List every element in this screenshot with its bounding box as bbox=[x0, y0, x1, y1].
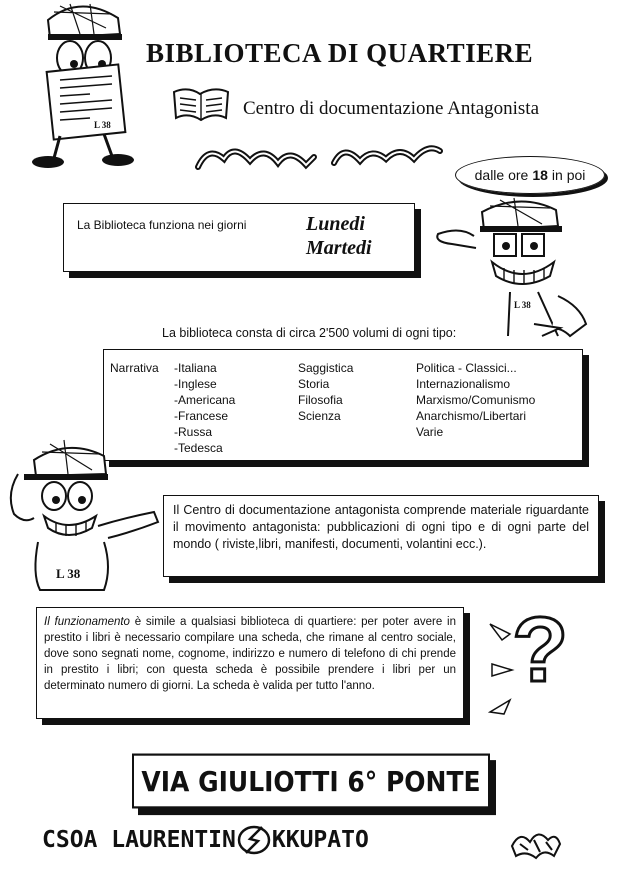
page-subtitle: Centro di documentazione Antagonista bbox=[243, 98, 540, 119]
saggistica-list bbox=[298, 360, 353, 424]
functioning-box bbox=[36, 607, 464, 719]
cartoon-pointing-character-icon bbox=[430, 196, 590, 344]
pointing-badge: L 38 bbox=[514, 300, 531, 310]
narrativa-list bbox=[174, 360, 235, 456]
list-item: -Francese bbox=[174, 409, 229, 423]
list-item: Varie bbox=[416, 425, 444, 439]
schedule-box bbox=[63, 203, 415, 272]
narrativa-label: Narrativa bbox=[110, 361, 159, 375]
functioning-text: è simile a qualsiasi biblioteca di quartiere: per poter avere in prestito i libri è necessario compilare una scheda, che rimane al centro sociale, dove sono segnati nome, cognome, indirizzo e numero di telefono di chi prende in prestito i libri; con questa scheda è possibile prendere i libri per un determinato numero di giorni. La scheda è valida per tutto l'anno. bbox=[44, 616, 457, 692]
list-item: Anarchismo/Libertari bbox=[416, 409, 527, 423]
opening-hours-badge bbox=[455, 156, 605, 194]
cartoon-waving-character-icon bbox=[4, 434, 164, 594]
list-item: -Americana bbox=[174, 393, 236, 407]
footer-right-text: KKUPATO bbox=[271, 827, 369, 853]
documentation-text: Il Centro di documentazione antagonista comprende materiale riguardante il movimento antagonista: pubblicazioni di ogni tipo e di ogni parte del mondo ( riviste,libri, manifesti, documenti, volantini ecc.). bbox=[173, 503, 589, 551]
lightning-circle-logo-icon bbox=[236, 825, 272, 855]
reader-badge: L 38 bbox=[94, 120, 111, 130]
day-tuesday: Martedi bbox=[306, 237, 372, 259]
list-item: Storia bbox=[298, 377, 330, 391]
list-item: Saggistica bbox=[298, 361, 354, 375]
hours-prefix: dalle ore bbox=[474, 167, 529, 183]
politica-list bbox=[416, 360, 535, 440]
genre-list-box bbox=[103, 349, 583, 461]
page-title: BIBLIOTECA DI QUARTIERE bbox=[146, 38, 534, 68]
list-item: Marxismo/Comunismo bbox=[416, 393, 536, 407]
graffiti-corner-icon bbox=[508, 826, 562, 862]
question-mark-icon: ? bbox=[512, 599, 569, 701]
cartoon-reader-icon bbox=[20, 0, 140, 170]
list-item: Filosofia bbox=[298, 393, 343, 407]
functioning-lead: Il funzionamento bbox=[44, 616, 130, 628]
footer-left-text: CSOA LAURENTIN bbox=[42, 827, 236, 853]
schedule-days bbox=[306, 212, 372, 260]
schedule-label: La Biblioteca funziona nei giorni bbox=[77, 218, 247, 232]
collection-intro: La biblioteca consta di circa 2'500 volumi di ogni tipo: bbox=[162, 326, 457, 340]
list-item: Politica - Classici... bbox=[416, 361, 517, 375]
list-item: -Russa bbox=[174, 425, 213, 439]
waving-badge: L 38 bbox=[56, 566, 81, 581]
hours-value: 18 bbox=[532, 167, 548, 183]
hours-suffix: in poi bbox=[551, 167, 586, 183]
list-item: -Inglese bbox=[174, 377, 217, 391]
address-box: VIA GIULIOTTI 6° PONTE bbox=[132, 754, 490, 809]
footer-brand bbox=[42, 825, 369, 855]
graffiti-tag-icon bbox=[194, 137, 444, 179]
list-item: Internazionalismo bbox=[416, 377, 511, 391]
list-item: -Italiana bbox=[174, 361, 217, 375]
functioning-paragraph bbox=[44, 614, 456, 694]
documentation-box bbox=[163, 495, 599, 577]
open-book-icon bbox=[170, 84, 232, 124]
list-item: Scienza bbox=[298, 409, 341, 423]
day-monday: Lunedi bbox=[306, 213, 365, 235]
list-item: -Tedesca bbox=[174, 441, 223, 455]
